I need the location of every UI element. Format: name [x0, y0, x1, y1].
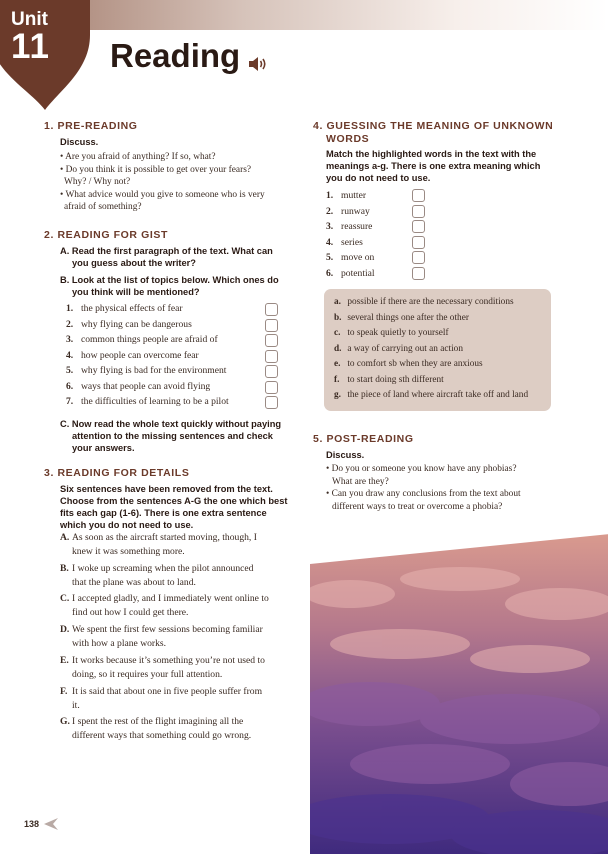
unit-label: Unit: [11, 9, 48, 30]
sentence-letter: D.: [60, 624, 70, 635]
page-title: Reading: [110, 37, 241, 74]
sentence-text: We spent the first few sessions becoming familiar: [72, 624, 263, 635]
pre-reading-instruction: Discuss.: [60, 137, 99, 147]
post-reading-bullet: different ways to treat or overcome a phobia?: [332, 501, 503, 512]
sentence-letter: A.: [60, 532, 70, 543]
meaning-item: c. to speak quietly to yourself: [334, 328, 449, 338]
meaning-item: a. possible if there are the necessary conditions: [334, 297, 514, 307]
sentence-text: doing, so it requires your full attention.: [72, 669, 223, 680]
topic-checkbox[interactable]: [265, 381, 278, 394]
sentence-text: I woke up screaming when the pilot announced: [72, 563, 254, 574]
details-instruction: fits each gap (1-6). There is one extra sentence: [60, 508, 267, 518]
sentence-letter: E.: [60, 655, 69, 666]
sentence-text: find out how I could get there.: [72, 607, 189, 618]
sentence-text: As soon as the aircraft started moving, though, I: [72, 532, 257, 543]
meaning-item: g. the piece of land where aircraft take off and land: [334, 390, 529, 400]
word-answer-box[interactable]: [412, 267, 425, 280]
word-answer-box[interactable]: [412, 251, 425, 264]
gist-heading: 2. READING FOR GIST: [44, 229, 168, 241]
topic-checkbox[interactable]: [265, 396, 278, 409]
cloud-sky-photo: [310, 534, 608, 854]
gist-task-b: B. Look at the list of topics below. Which ones do: [60, 275, 279, 285]
sentence-text: with how a plane works.: [72, 638, 167, 649]
meaning-item: d. a way of carrying out an action: [334, 343, 463, 354]
sentence-text: I accepted gladly, and I immediately went online to: [72, 593, 269, 604]
word-answer-box[interactable]: [412, 189, 425, 202]
word-answer-box[interactable]: [412, 236, 425, 249]
post-reading-heading: 5. POST-READING: [313, 433, 414, 445]
post-reading-instruction: Discuss.: [326, 450, 365, 460]
pre-reading-heading: 1. PRE-READING: [44, 120, 138, 132]
meaning-item: b. several things one after the other: [334, 312, 469, 323]
guessing-instruction: meanings a-g. There is one extra meaning which: [326, 161, 541, 171]
guessing-instruction: you do not need to use.: [326, 173, 431, 183]
post-reading-bullet: What are they?: [332, 476, 389, 487]
post-reading-bullet: • Can you draw any conclusions from the text about: [326, 489, 521, 499]
sentence-text: different ways that something could go wrong.: [72, 730, 252, 741]
gist-task-a: A. Read the first paragraph of the text. What can: [60, 246, 273, 256]
details-heading: 3. READING FOR DETAILS: [44, 467, 190, 479]
topic-checkbox[interactable]: [265, 365, 278, 378]
topic-checkbox[interactable]: [265, 350, 278, 363]
gist-task-c: C. Now read the whole text quickly without paying: [60, 419, 282, 429]
sentence-letter: F.: [60, 686, 68, 697]
topic-checkbox[interactable]: [265, 303, 278, 316]
guessing-instruction: Match the highlighted words in the text with the: [326, 149, 537, 159]
pre-reading-bullet: • Do you think it is possible to get over your fears?: [60, 164, 252, 175]
sentence-text: it.: [72, 700, 80, 711]
gist-task-a: you guess about the writer?: [72, 258, 196, 268]
guessing-heading: 4. GUESSING THE MEANING OF UNKNOWN: [313, 120, 554, 132]
pre-reading-bullet: Why? / Why not?: [64, 177, 131, 187]
word-answer-box[interactable]: [412, 205, 425, 218]
topic-checkbox[interactable]: [265, 319, 278, 332]
post-reading-bullet: • Do you or someone you know have any phobias?: [326, 464, 517, 474]
meanings-box: [324, 289, 551, 411]
pre-reading-bullet: • What advice would you give to someone who is very: [60, 189, 265, 200]
pre-reading-bullet: afraid of something?: [64, 202, 142, 212]
meaning-item: f. to start doing sth different: [334, 374, 444, 385]
sentence-text: knew it was something more.: [72, 546, 185, 557]
sentence-letter: C.: [60, 593, 70, 604]
sentence-letter: G.: [60, 716, 70, 727]
details-instruction: Six sentences have been removed from the text.: [60, 484, 273, 494]
sentence-text: that the plane was about to land.: [72, 577, 196, 588]
pre-reading-bullet: • Are you afraid of anything? If so, what?: [60, 152, 216, 162]
arrow-left-icon: [44, 818, 58, 830]
topic-checkbox[interactable]: [265, 334, 278, 347]
speaker-icon[interactable]: [248, 55, 268, 73]
sentence-text: It is said that about one in five people suffer from: [72, 686, 263, 697]
details-instruction: which you do not need to use.: [60, 520, 194, 530]
sentence-text: I spent the rest of the flight imagining all the: [72, 716, 244, 727]
gist-task-c: attention to the missing sentences and check: [72, 431, 273, 441]
gist-task-c: your answers.: [72, 443, 135, 453]
unit-number: 11: [11, 27, 50, 66]
page-number: 138: [24, 819, 40, 829]
sentence-text: It works because it’s something you’re not used to: [72, 655, 265, 666]
word-answer-box[interactable]: [412, 220, 425, 233]
gist-task-b: you think will be mentioned?: [72, 287, 200, 297]
sentence-letter: B.: [60, 563, 69, 574]
details-instruction: Choose from the sentences A-G the one which best: [60, 496, 288, 506]
guessing-heading: WORDS: [326, 133, 370, 145]
meaning-item: e. to comfort sb when they are anxious: [334, 359, 483, 369]
